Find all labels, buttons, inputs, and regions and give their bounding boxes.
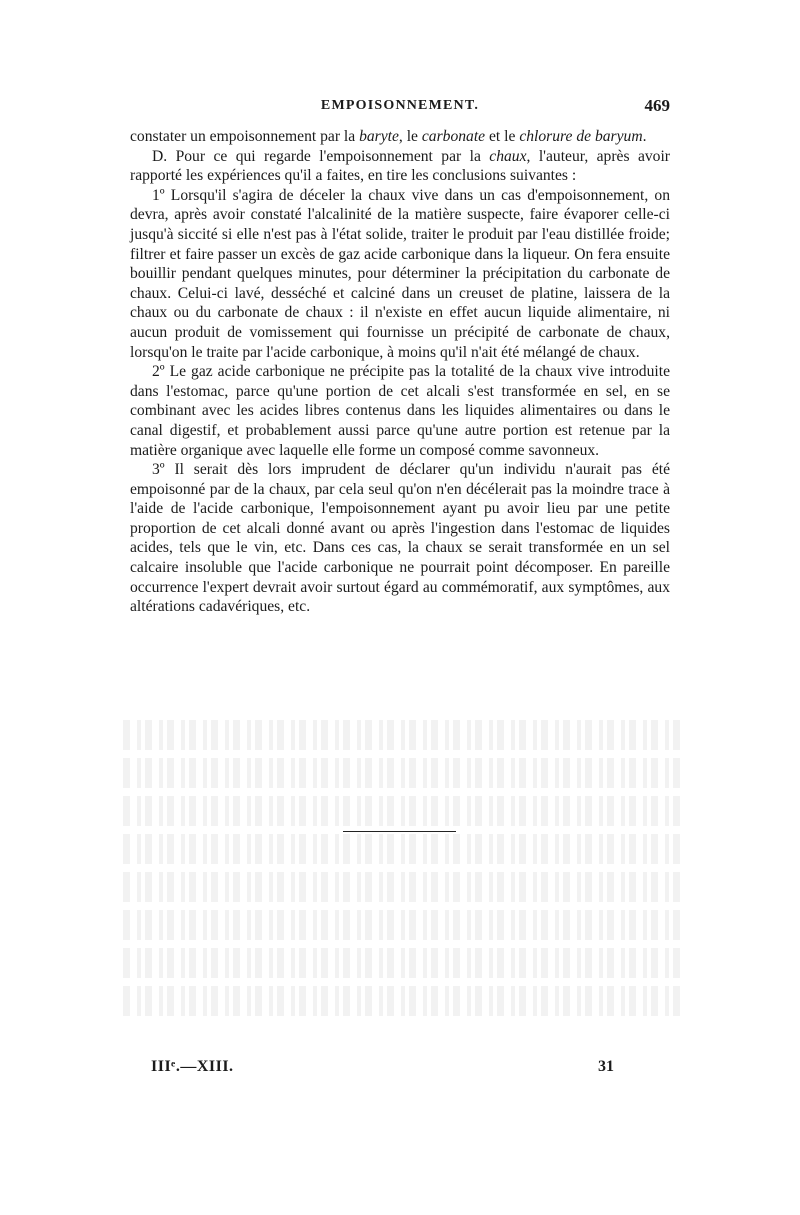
italic-term: chlorure de baryum <box>519 128 643 145</box>
paragraph-conclusion-1: 1º Lorsqu'il s'agira de déceler la chaux vive dans un cas d'empoisonnement, on devra, après avoir constaté l'alcalinité de la matière suspecte, faire évaporer celle-ci jusqu'à siccité si elle n'est pas à l'état solide, traiter le produit par l'eau distillée froide; filtrer et faire passer un excès de gaz acide carbonique dans la liqueur. On fera ensuite bouillir pendant quelques minutes, pour déterminer la précipitation du carbonate de chaux. Celui-ci lavé, desséché et calciné dans un creuset de platine, laissera de la chaux ou du carbonate de chaux : il n'existe en effet aucun liquide alimentaire, ni aucun produit de vomissement qui fournisse un précipité de carbonate de chaux, lorsqu'on le traite par l'acide carbonique, à moins qu'il n'ait été mélangé de chaux. <box>130 186 670 361</box>
italic-term: carbonate <box>421 128 486 145</box>
paragraph-conclusion-3: 3º Il serait dès lors imprudent de déclarer qu'un individu n'aurait pas été empoisonné par de la chaux, par cela seul qu'on n'en décélerait pas la moindre trace à l'aide de l'acide carbonique, l'empoisonnement ayant pu avoir lieu par une petite proportion de cet alcali donné avant ou après l'ingestion dans l'estomac de liquides acides, tels que le vin, etc. Dans ces cas, la chaux se serait transformée en un sel calcaire insoluble que l'acide carbonique ne pourrait point décomposer. En pareille occurrence l'expert devrait avoir surtout égard au commémoratif, aux symptômes, aux altérations cadavériques, etc. <box>130 461 670 616</box>
italic-term: chaux <box>489 147 527 165</box>
text-run: , le <box>398 128 422 145</box>
text-run: . <box>642 128 647 145</box>
sheet-number: 31 <box>598 1058 614 1075</box>
paragraph-conclusion-2: 2º Le gaz acide carbonique ne précipite pas la totalité de la chaux vive introduite dans l'estomac, parce qu'une portion de cet alcali s'est transformée en sel, en se combinant avec les acides libres contenus dans les liquides alimentaires ou dans le canal digestif, et probablement aussi parce qu'une autre portion est retenue par la matière organique avec laquelle elle forme un composé comme savonneux. <box>130 363 670 459</box>
text-run: constater un empoisonnement par la <box>130 128 360 145</box>
running-head <box>130 98 670 122</box>
italic-term: baryte <box>359 128 399 145</box>
text-run: D. Pour ce qui regarde l'empoisonnement par la <box>152 147 490 165</box>
section-divider-rule <box>343 831 456 832</box>
show-through-texture <box>120 720 680 1060</box>
page-number: 469 <box>644 96 670 115</box>
paragraph-section-d <box>130 147 670 186</box>
printer-signature-mark: IIIᵉ.—XIII. <box>151 1058 234 1075</box>
body-text <box>130 127 670 617</box>
text-run: , l'auteur, après avoir rapporté les expériences qu'il a faites, en tire les conclusions suivantes : <box>130 147 670 185</box>
text-run: et le <box>485 128 520 145</box>
paragraph-baryum-continuation <box>130 127 670 147</box>
running-title: EMPOISONNEMENT. <box>320 98 480 113</box>
